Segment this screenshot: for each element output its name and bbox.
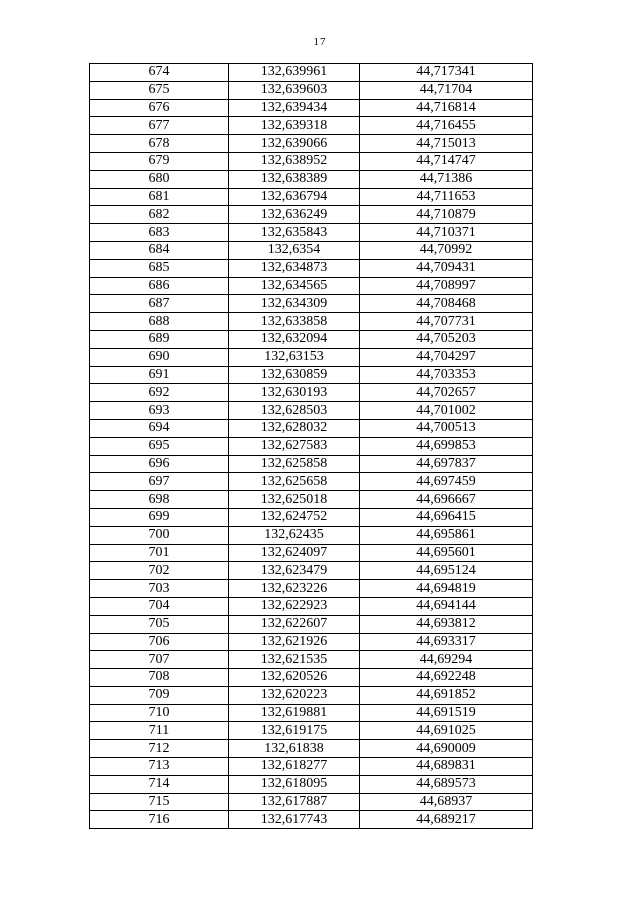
- coordinates-table-body: [90, 64, 533, 829]
- latitude-cell: 44,709431: [360, 259, 533, 277]
- table-row: [90, 775, 533, 793]
- point-number-cell: 704: [90, 597, 229, 615]
- table-row: [90, 419, 533, 437]
- latitude-cell: 44,702657: [360, 384, 533, 402]
- point-number-cell: 677: [90, 117, 229, 135]
- longitude-cell: 132,623226: [229, 580, 360, 598]
- table-row: [90, 330, 533, 348]
- point-number-cell: 692: [90, 384, 229, 402]
- point-number-cell: 675: [90, 81, 229, 99]
- table-row: [90, 277, 533, 295]
- longitude-cell: 132,617887: [229, 793, 360, 811]
- longitude-cell: 132,630859: [229, 366, 360, 384]
- latitude-cell: 44,696415: [360, 508, 533, 526]
- latitude-cell: 44,693812: [360, 615, 533, 633]
- coordinates-table: [89, 63, 533, 829]
- longitude-cell: 132,635843: [229, 224, 360, 242]
- table-row: [90, 508, 533, 526]
- table-row: [90, 562, 533, 580]
- latitude-cell: 44,689217: [360, 811, 533, 829]
- point-number-cell: 708: [90, 669, 229, 687]
- point-number-cell: 697: [90, 473, 229, 491]
- longitude-cell: 132,620223: [229, 686, 360, 704]
- point-number-cell: 674: [90, 64, 229, 82]
- table-row: [90, 224, 533, 242]
- table-row: [90, 597, 533, 615]
- point-number-cell: 711: [90, 722, 229, 740]
- latitude-cell: 44,71386: [360, 170, 533, 188]
- point-number-cell: 679: [90, 152, 229, 170]
- longitude-cell: 132,618277: [229, 758, 360, 776]
- longitude-cell: 132,636794: [229, 188, 360, 206]
- point-number-cell: 703: [90, 580, 229, 598]
- latitude-cell: 44,691852: [360, 686, 533, 704]
- point-number-cell: 709: [90, 686, 229, 704]
- page-number: 17: [313, 36, 327, 48]
- longitude-cell: 132,627583: [229, 437, 360, 455]
- latitude-cell: 44,703353: [360, 366, 533, 384]
- latitude-cell: 44,694144: [360, 597, 533, 615]
- table-row: [90, 455, 533, 473]
- table-row: [90, 758, 533, 776]
- longitude-cell: 132,639961: [229, 64, 360, 82]
- latitude-cell: 44,689831: [360, 758, 533, 776]
- longitude-cell: 132,639066: [229, 135, 360, 153]
- longitude-cell: 132,633858: [229, 313, 360, 331]
- longitude-cell: 132,63153: [229, 348, 360, 366]
- latitude-cell: 44,710879: [360, 206, 533, 224]
- point-number-cell: 695: [90, 437, 229, 455]
- longitude-cell: 132,6354: [229, 241, 360, 259]
- table-row: [90, 366, 533, 384]
- point-number-cell: 705: [90, 615, 229, 633]
- latitude-cell: 44,695124: [360, 562, 533, 580]
- latitude-cell: 44,69294: [360, 651, 533, 669]
- longitude-cell: 132,619881: [229, 704, 360, 722]
- table-row: [90, 348, 533, 366]
- point-number-cell: 689: [90, 330, 229, 348]
- latitude-cell: 44,694819: [360, 580, 533, 598]
- point-number-cell: 686: [90, 277, 229, 295]
- point-number-cell: 685: [90, 259, 229, 277]
- longitude-cell: 132,621535: [229, 651, 360, 669]
- point-number-cell: 707: [90, 651, 229, 669]
- point-number-cell: 698: [90, 491, 229, 509]
- table-row: [90, 99, 533, 117]
- table-row: [90, 491, 533, 509]
- table-row: [90, 170, 533, 188]
- longitude-cell: 132,639603: [229, 81, 360, 99]
- longitude-cell: 132,628032: [229, 419, 360, 437]
- latitude-cell: 44,717341: [360, 64, 533, 82]
- latitude-cell: 44,708997: [360, 277, 533, 295]
- longitude-cell: 132,625018: [229, 491, 360, 509]
- table-row: [90, 81, 533, 99]
- longitude-cell: 132,622923: [229, 597, 360, 615]
- point-number-cell: 701: [90, 544, 229, 562]
- point-number-cell: 700: [90, 526, 229, 544]
- table-row: [90, 686, 533, 704]
- latitude-cell: 44,708468: [360, 295, 533, 313]
- point-number-cell: 682: [90, 206, 229, 224]
- table-row: [90, 437, 533, 455]
- table-row: [90, 704, 533, 722]
- table-row: [90, 384, 533, 402]
- latitude-cell: 44,705203: [360, 330, 533, 348]
- latitude-cell: 44,701002: [360, 402, 533, 420]
- point-number-cell: 699: [90, 508, 229, 526]
- latitude-cell: 44,716455: [360, 117, 533, 135]
- table-row: [90, 811, 533, 829]
- latitude-cell: 44,697837: [360, 455, 533, 473]
- point-number-cell: 702: [90, 562, 229, 580]
- latitude-cell: 44,695601: [360, 544, 533, 562]
- table-row: [90, 651, 533, 669]
- latitude-cell: 44,714747: [360, 152, 533, 170]
- point-number-cell: 714: [90, 775, 229, 793]
- latitude-cell: 44,689573: [360, 775, 533, 793]
- longitude-cell: 132,618095: [229, 775, 360, 793]
- longitude-cell: 132,630193: [229, 384, 360, 402]
- table-row: [90, 135, 533, 153]
- table-row: [90, 206, 533, 224]
- table-row: [90, 259, 533, 277]
- point-number-cell: 687: [90, 295, 229, 313]
- table-row: [90, 669, 533, 687]
- table-row: [90, 544, 533, 562]
- latitude-cell: 44,692248: [360, 669, 533, 687]
- longitude-cell: 132,639434: [229, 99, 360, 117]
- longitude-cell: 132,634873: [229, 259, 360, 277]
- latitude-cell: 44,700513: [360, 419, 533, 437]
- table-row: [90, 402, 533, 420]
- latitude-cell: 44,699853: [360, 437, 533, 455]
- longitude-cell: 132,624097: [229, 544, 360, 562]
- longitude-cell: 132,621926: [229, 633, 360, 651]
- point-number-cell: 716: [90, 811, 229, 829]
- latitude-cell: 44,711653: [360, 188, 533, 206]
- point-number-cell: 683: [90, 224, 229, 242]
- longitude-cell: 132,625858: [229, 455, 360, 473]
- point-number-cell: 696: [90, 455, 229, 473]
- latitude-cell: 44,715013: [360, 135, 533, 153]
- longitude-cell: 132,639318: [229, 117, 360, 135]
- table-row: [90, 117, 533, 135]
- table-row: [90, 473, 533, 491]
- table-row: [90, 188, 533, 206]
- longitude-cell: 132,638389: [229, 170, 360, 188]
- longitude-cell: 132,634309: [229, 295, 360, 313]
- table-row: [90, 580, 533, 598]
- longitude-cell: 132,624752: [229, 508, 360, 526]
- point-number-cell: 691: [90, 366, 229, 384]
- longitude-cell: 132,634565: [229, 277, 360, 295]
- longitude-cell: 132,623479: [229, 562, 360, 580]
- table-row: [90, 241, 533, 259]
- table-row: [90, 64, 533, 82]
- table-row: [90, 793, 533, 811]
- point-number-cell: 684: [90, 241, 229, 259]
- longitude-cell: 132,632094: [229, 330, 360, 348]
- latitude-cell: 44,70992: [360, 241, 533, 259]
- table-row: [90, 633, 533, 651]
- latitude-cell: 44,68937: [360, 793, 533, 811]
- latitude-cell: 44,691519: [360, 704, 533, 722]
- latitude-cell: 44,707731: [360, 313, 533, 331]
- table-row: [90, 615, 533, 633]
- latitude-cell: 44,690009: [360, 740, 533, 758]
- longitude-cell: 132,622607: [229, 615, 360, 633]
- table-row: [90, 722, 533, 740]
- point-number-cell: 676: [90, 99, 229, 117]
- table-row: [90, 152, 533, 170]
- point-number-cell: 681: [90, 188, 229, 206]
- latitude-cell: 44,695861: [360, 526, 533, 544]
- point-number-cell: 715: [90, 793, 229, 811]
- point-number-cell: 706: [90, 633, 229, 651]
- longitude-cell: 132,62435: [229, 526, 360, 544]
- longitude-cell: 132,617743: [229, 811, 360, 829]
- latitude-cell: 44,697459: [360, 473, 533, 491]
- point-number-cell: 712: [90, 740, 229, 758]
- point-number-cell: 710: [90, 704, 229, 722]
- longitude-cell: 132,61838: [229, 740, 360, 758]
- point-number-cell: 694: [90, 419, 229, 437]
- latitude-cell: 44,691025: [360, 722, 533, 740]
- longitude-cell: 132,628503: [229, 402, 360, 420]
- point-number-cell: 690: [90, 348, 229, 366]
- point-number-cell: 678: [90, 135, 229, 153]
- longitude-cell: 132,619175: [229, 722, 360, 740]
- table-row: [90, 740, 533, 758]
- table-row: [90, 313, 533, 331]
- point-number-cell: 688: [90, 313, 229, 331]
- longitude-cell: 132,620526: [229, 669, 360, 687]
- latitude-cell: 44,696667: [360, 491, 533, 509]
- point-number-cell: 693: [90, 402, 229, 420]
- longitude-cell: 132,636249: [229, 206, 360, 224]
- latitude-cell: 44,716814: [360, 99, 533, 117]
- latitude-cell: 44,693317: [360, 633, 533, 651]
- latitude-cell: 44,71704: [360, 81, 533, 99]
- point-number-cell: 680: [90, 170, 229, 188]
- table-row: [90, 295, 533, 313]
- longitude-cell: 132,625658: [229, 473, 360, 491]
- table-row: [90, 526, 533, 544]
- point-number-cell: 713: [90, 758, 229, 776]
- latitude-cell: 44,704297: [360, 348, 533, 366]
- longitude-cell: 132,638952: [229, 152, 360, 170]
- latitude-cell: 44,710371: [360, 224, 533, 242]
